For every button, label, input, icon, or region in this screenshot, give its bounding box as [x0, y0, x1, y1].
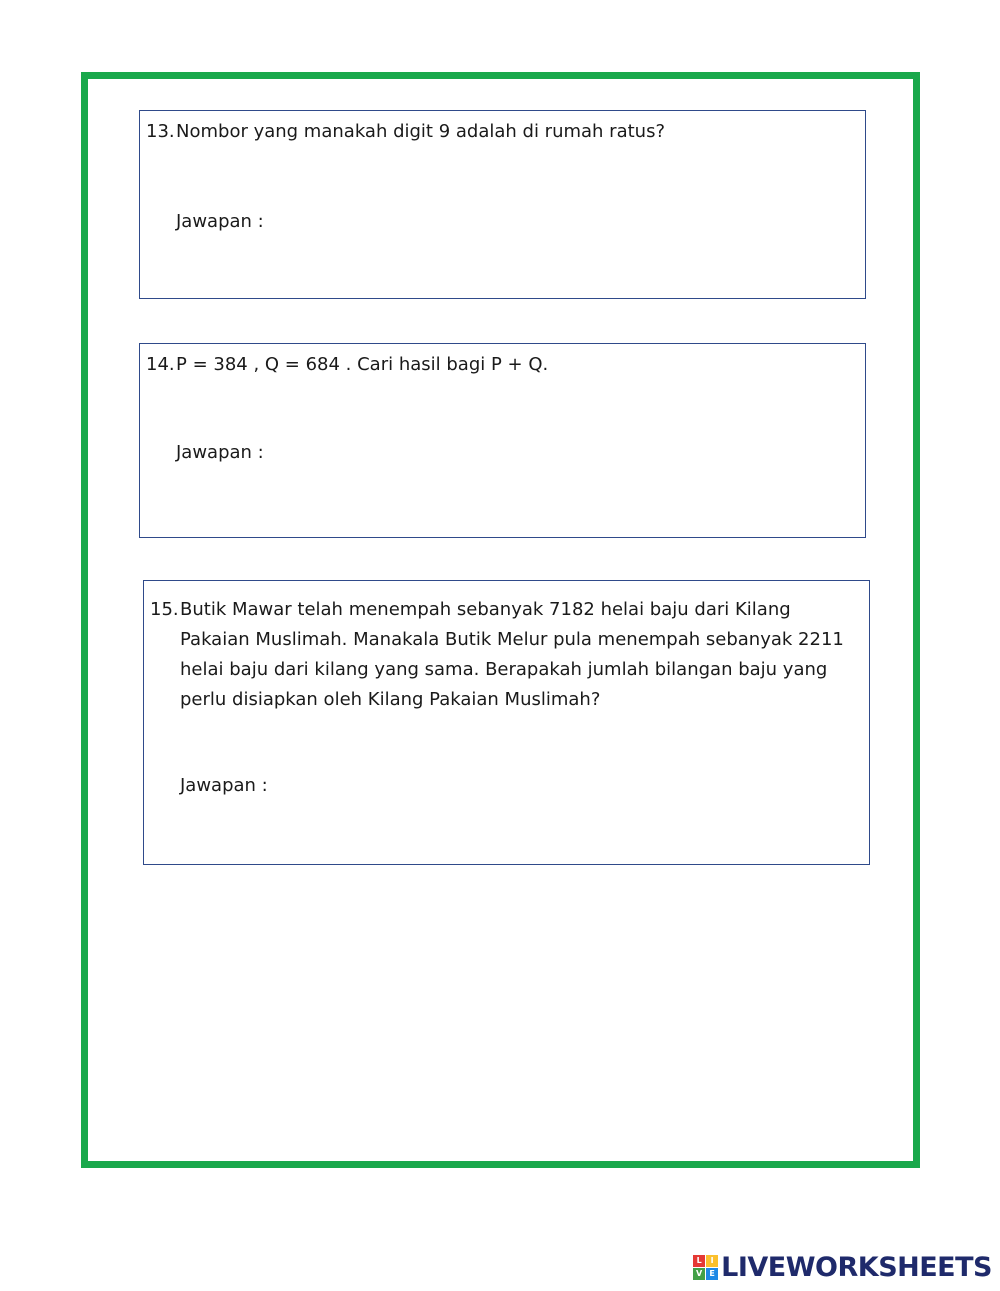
question-13-box — [139, 110, 866, 299]
logo-tile: I — [706, 1255, 718, 1267]
question-14-box — [139, 343, 866, 538]
answer-label: Jawapan : — [180, 775, 268, 796]
question-text: P = 384 , Q = 684 . Cari hasil bagi P + Q. — [176, 354, 549, 375]
liveworksheets-logo — [693, 1252, 992, 1283]
question-number: 14. — [146, 354, 175, 375]
question-number: 15. — [150, 599, 179, 620]
logo-tile: E — [706, 1268, 718, 1280]
brand-name: LIVEWORKSHEETS — [721, 1252, 992, 1283]
logo-tile: L — [693, 1255, 705, 1267]
question-text: Butik Mawar telah menempah sebanyak 7182 helai baju dari Kilang Pakaian Muslimah. Manakala Butik Melur pula menempah sebanyak 2211 helai baju dari kilang yang sama. Berapakah jumlah bilangan baju yang perlu disiapkan oleh Kilang Pakaian Muslimah? — [180, 599, 844, 710]
answer-label: Jawapan : — [176, 442, 264, 463]
question-15-box — [143, 580, 870, 865]
question-text: Nombor yang manakah digit 9 adalah di rumah ratus? — [176, 121, 666, 142]
logo-icon — [693, 1255, 718, 1280]
logo-tile: V — [693, 1268, 705, 1280]
answer-label: Jawapan : — [176, 211, 264, 232]
question-number: 13. — [146, 121, 175, 142]
